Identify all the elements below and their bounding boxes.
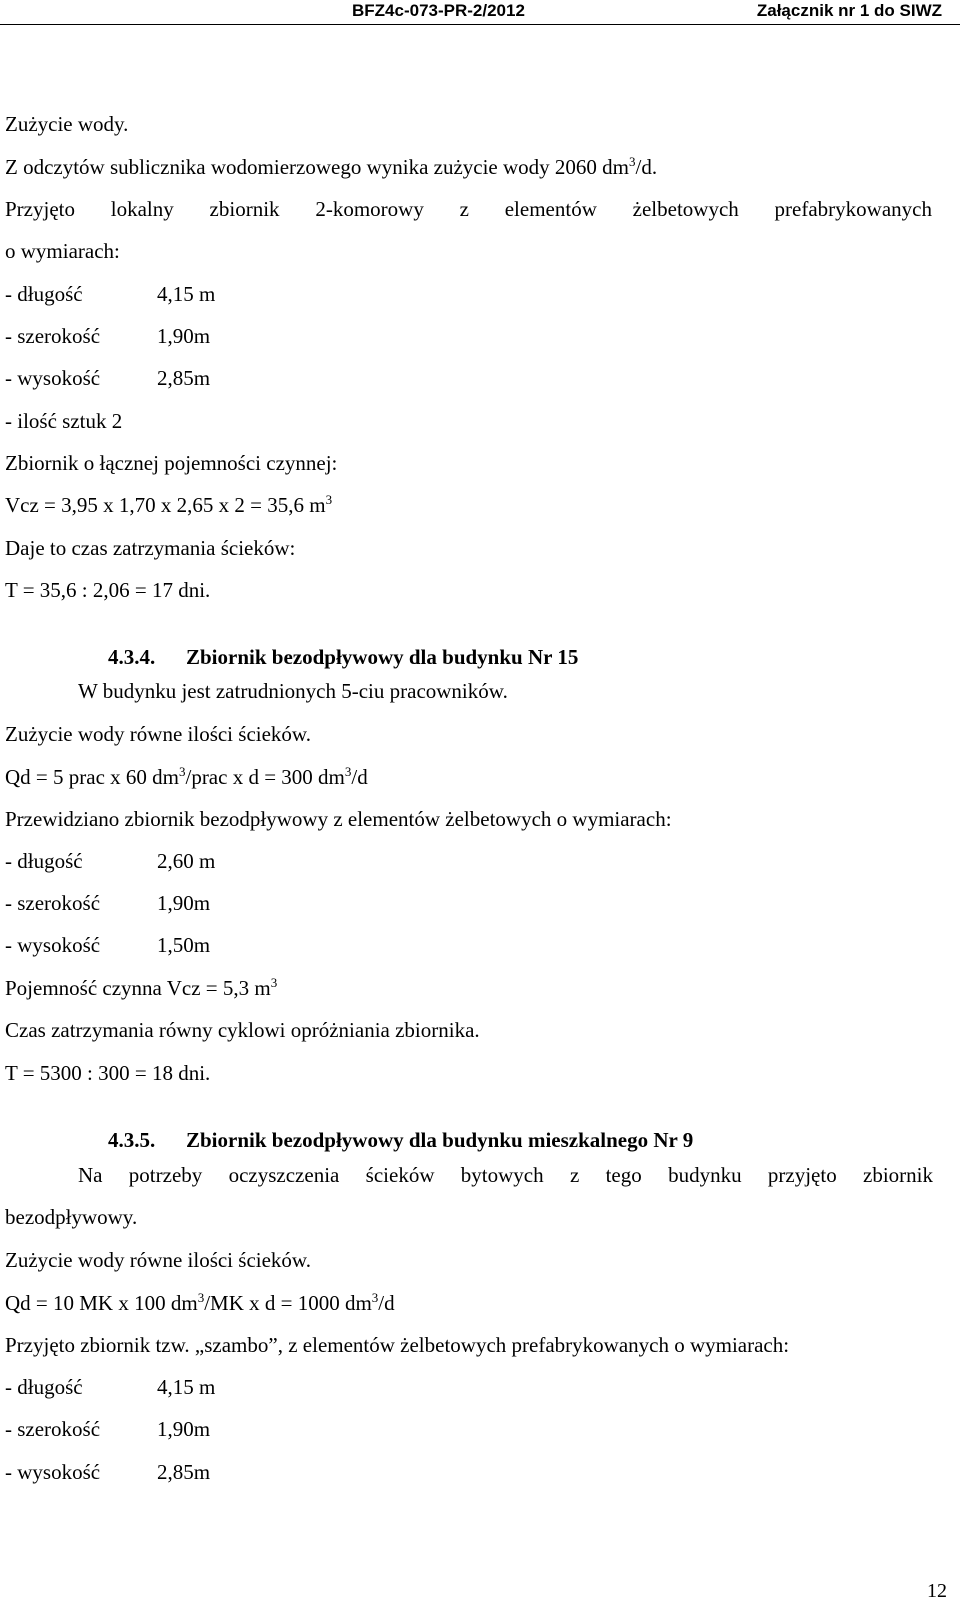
- capacity-formula: Vcz = 3,95 x 1,70 x 2,65 x 2 = 35,6 $m^3$: [5, 492, 333, 517]
- employees-text: W budynku jest zatrudnionych 5-ciu pracowników.: [78, 679, 508, 703]
- tank-description-cont: o wymiarach:: [5, 239, 120, 263]
- usage-text: Zużycie wody równe ilości ścieków.: [5, 722, 311, 746]
- retention-label: Daje to czas zatrzymania ścieków:: [5, 536, 296, 560]
- section-title-434: Zbiornik bezodpływowy dla budynku Nr 15: [186, 645, 579, 669]
- section-title-435: Zbiornik bezodpływowy dla budynku mieszkalnego Nr 9: [186, 1128, 694, 1152]
- capacity-formula: Pojemność czynna Vcz = 5,3 $m^3$: [5, 975, 278, 1000]
- retention-formula: T = 35,6 : 2,06 = 17 dni.: [5, 578, 211, 602]
- dimension-height: - wysokość 1,50m: [5, 933, 211, 957]
- page-header: [0, 0, 960, 26]
- dimension-height: - wysokość 2,85m: [5, 366, 211, 390]
- tank-count: - ilość sztuk 2: [5, 409, 123, 433]
- capacity-label: Zbiornik o łącznej pojemności czynnej:: [5, 451, 338, 475]
- meter-reading: Z odczytów sublicznika wodomierzowego wynika zużycie wody 2060 $dm^3/d$.: [5, 154, 658, 179]
- water-usage-title: Zużycie wody.: [5, 112, 129, 136]
- usage-text: Zużycie wody równe ilości ścieków.: [5, 1248, 311, 1272]
- dimension-width: - szerokość 1,90m: [5, 891, 211, 915]
- page-number: 12: [927, 1580, 947, 1602]
- dimension-height: - wysokość 2,85m: [5, 1460, 211, 1484]
- dimension-length: - długość 4,15 m: [5, 282, 216, 306]
- dimension-width: - szerokość 1,90m: [5, 1417, 211, 1441]
- section-number-435: 4.3.5.: [108, 1128, 156, 1152]
- dimension-length: - długość 2,60 m: [5, 849, 216, 873]
- tank-description: Przyjęto lokalny zbiornik 2-komorowy z elementów żelbetowych prefabrykowanych: [5, 197, 932, 221]
- flow-formula: Qd = 5 prac x 60 $dm^3$/prac x d = 300 $dm^3/d$: [5, 764, 368, 789]
- needs-text: Na potrzeby oczyszczenia ścieków bytowych z tego budynku przyjęto zbiornik: [78, 1163, 933, 1187]
- needs-text-cont: bezodpływowy.: [5, 1205, 138, 1229]
- retention-formula: T = 5300 : 300 = 18 dni.: [5, 1061, 211, 1085]
- attachment-label: Załącznik nr 1 do SIWZ: [756, 1, 942, 20]
- document-reference: BFZ4c-073-PR-2/2012: [352, 1, 525, 20]
- flow-formula: Qd = 10 MK x 100 $dm^3/MK$ x d = 1000 $dm^3/d$: [5, 1290, 395, 1315]
- dimension-length: - długość 4,15 m: [5, 1375, 216, 1399]
- retention-label: Czas zatrzymania równy cyklowi opróżniania zbiornika.: [5, 1018, 480, 1042]
- section-number-434: 4.3.4.: [108, 645, 156, 669]
- tank-adopted: Przyjęto zbiornik tzw. „szambo”, z elementów żelbetowych prefabrykowanych o wymiarach:: [5, 1333, 790, 1357]
- dimension-width: - szerokość 1,90m: [5, 324, 211, 348]
- header-rule: [0, 24, 960, 25]
- tank-planned: Przewidziano zbiornik bezodpływowy z elementów żelbetowych o wymiarach:: [5, 807, 672, 831]
